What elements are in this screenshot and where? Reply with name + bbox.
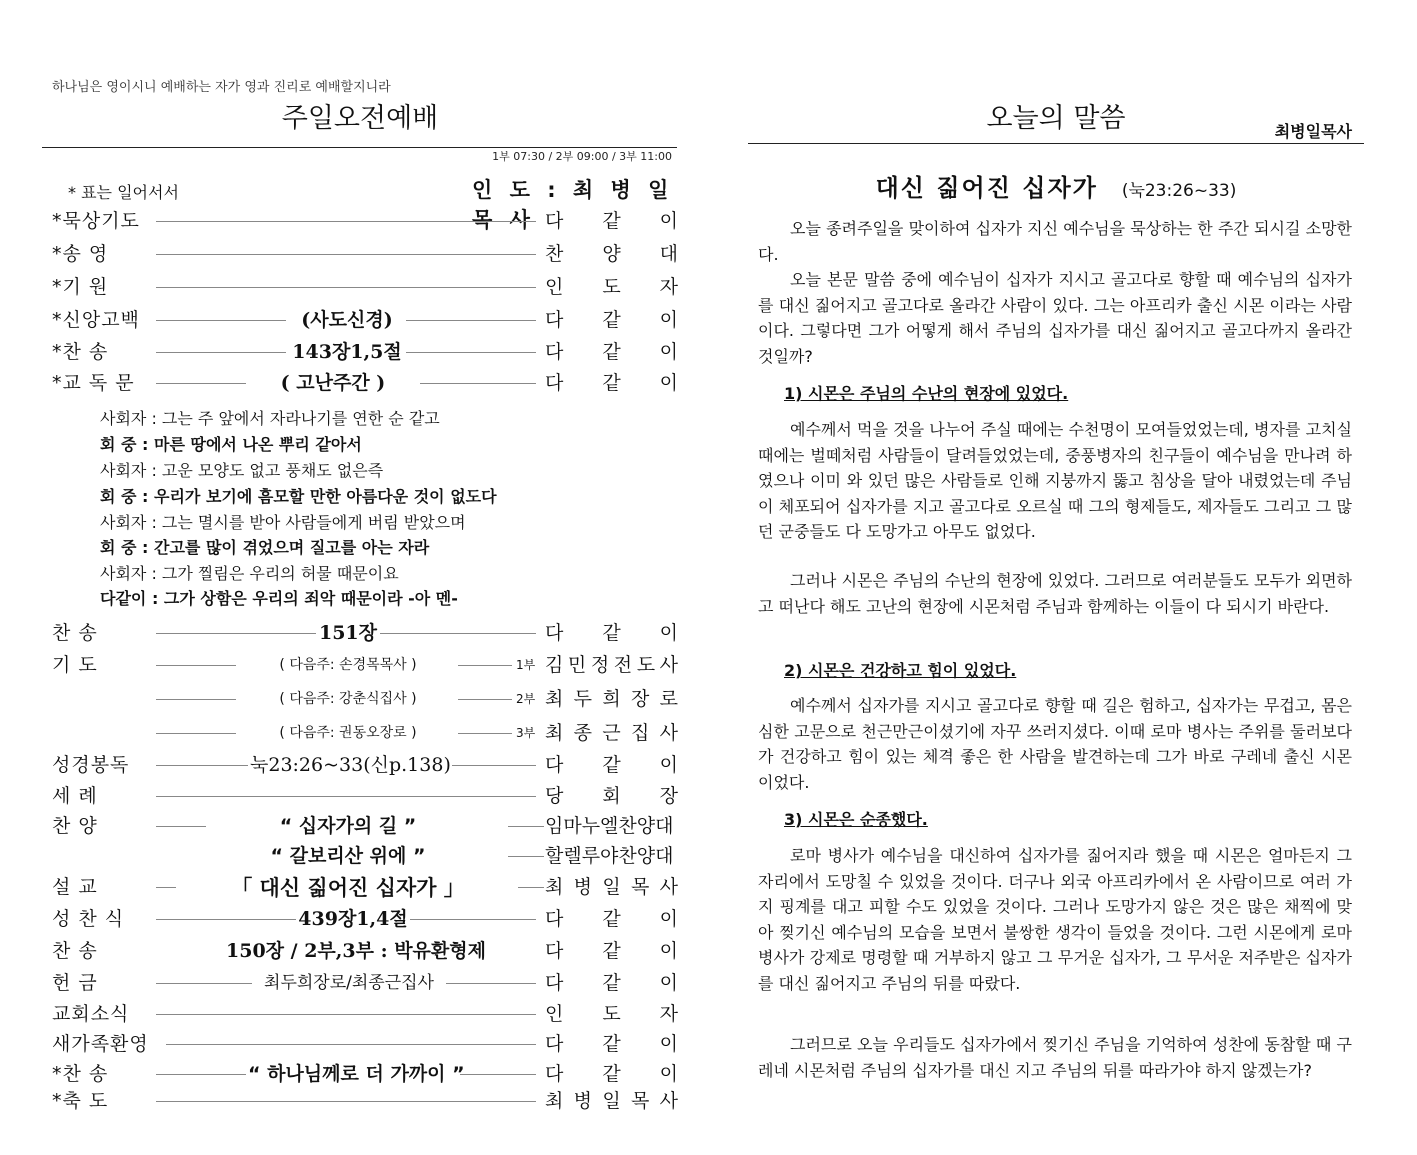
- order-row-anthem: [48, 841, 678, 871]
- sermon-title: 「 대신 짊어진 십자가 」: [231, 876, 465, 900]
- order-row-hymn: [48, 936, 678, 966]
- sermon-title: 대신 짊어진 십자가: [875, 174, 1098, 202]
- leader-line: [518, 887, 544, 888]
- responsive-line: 회 중 : 우리가 보기에 흠모할 만한 아름다운 것이 없도다: [100, 487, 497, 506]
- order-right: 임마누엘찬양대: [545, 815, 674, 837]
- order-right: 다 같 이: [545, 309, 678, 331]
- leader-line: [458, 733, 512, 734]
- service-number: 3부: [516, 726, 536, 740]
- order-label: 기 도: [52, 654, 98, 676]
- leader-line: [156, 383, 246, 384]
- responsive-line: 사회자 : 고운 모양도 없고 풍채도 없은즉: [100, 461, 384, 480]
- order-middle: “ 십자가의 길 ”: [279, 815, 417, 837]
- order-middle: “ 갈보리산 위에 ”: [270, 845, 426, 867]
- paragraph: 오늘 종려주일을 맞이하여 십자가 지신 예수님을 묵상하는 한 주간 되시길 소망한다.: [758, 219, 1352, 264]
- order-row-offering: [48, 968, 678, 998]
- leader-line: [156, 1074, 246, 1075]
- next-week-note: ( 다음주: 강춘식집사 ): [279, 691, 417, 707]
- paragraph: 예수께서 십자가를 지시고 골고다로 향할 때 길은 험하고, 십자가는 무겁고, 몸은 심한 고문으로 천근만근이셨기에 자꾸 쓰러지셨다. 이때 로마 병사는 주위를 둘러보다가 건강하고 힘이 있는 체격 좋은 한 사람을 발견하는데 그가 바로 구레네 출신 시몬 이었다.: [758, 696, 1352, 792]
- responsive-line: 회 중 : 마른 땅에서 나온 뿌리 같아서: [100, 435, 362, 454]
- order-row-benediction: [48, 1086, 678, 1116]
- section-heading-text: 3) 시몬은 순종했다.: [784, 810, 928, 829]
- order-label: 헌 금: [52, 972, 98, 994]
- order-row-welcome: [48, 1029, 678, 1059]
- next-week-note: ( 다음주: 손경목목사 ): [279, 657, 417, 673]
- page-title: 오늘의 말씀: [986, 103, 1126, 134]
- order-middle: 151장: [318, 622, 377, 644]
- responsive-line: 사회자 : 그는 멸시를 받아 사람들에게 버림 받았으며: [100, 513, 466, 532]
- order-label: *기 원: [52, 276, 109, 298]
- order-middle: 439장1,4절: [298, 908, 408, 930]
- leader-line: [156, 254, 536, 255]
- order-right: 다 같 이: [545, 372, 678, 394]
- order-row-prayer: [48, 684, 678, 714]
- order-row-hymn: [48, 618, 678, 648]
- leader-line: [156, 1101, 536, 1102]
- leader-line: [156, 1014, 536, 1015]
- leader-line: [420, 383, 536, 384]
- order-row-anthem: [48, 811, 678, 841]
- order-right: 다 같 이: [545, 940, 678, 962]
- title-divider: [748, 143, 1364, 144]
- leader-line: [156, 699, 236, 700]
- order-right: 다 같 이: [545, 1033, 678, 1055]
- leader-line: [452, 765, 536, 766]
- order-label: 설 교: [52, 876, 98, 898]
- leader-line: [508, 826, 544, 827]
- sermon-heading: [748, 168, 1364, 203]
- order-row: [48, 206, 678, 236]
- order-middle: 눅23:26~33(신p.138): [250, 754, 451, 776]
- order-right: 다 같 이: [545, 754, 678, 776]
- leader-line: [156, 765, 248, 766]
- leader-line: [380, 633, 536, 634]
- service-number: 1부: [516, 658, 536, 672]
- leader-line: [156, 733, 236, 734]
- order-row-reading: [48, 750, 678, 780]
- order-label: 찬 송: [52, 622, 98, 644]
- leader-line: [460, 1074, 536, 1075]
- order-right: 최 종 근 집 사: [545, 722, 678, 744]
- order-label: 새가족환영: [52, 1033, 149, 1055]
- order-label: 교회소식: [52, 1003, 130, 1025]
- leader-line: [156, 665, 236, 666]
- order-right: 인 도 자: [545, 1003, 678, 1025]
- order-row-baptism: [48, 781, 678, 811]
- responsive-line: 사회자 : 그가 찔림은 우리의 허물 때문이요: [100, 564, 399, 583]
- header-verse: 하나님은 영이시니 예배하는 자가 영과 진리로 예배할지니라: [52, 80, 391, 95]
- order-label: *송 영: [52, 243, 109, 265]
- order-row-hymn: [48, 1059, 678, 1089]
- order-middle: (사도신경): [301, 309, 393, 331]
- paragraph: 로마 병사가 예수님을 대신하여 십자가를 짊어지라 했을 때 시몬은 얼마든지 그 자리에서 도망칠 수 있었을 것이다. 더구나 외국 아프리카에서 온 사람이므로 여러 가지 핑계를 대고 피할 수도 있었을 것이다. 그러나 도망가지 않은 것은 많은 채찍에 맞아 찢기신 예수님의 모습을 보면서 불쌍한 생각이 들었을 것이다. 그런 시몬에게 로마 병사가 강제로 명령할 때 거부하지 않고 그 무거운 십자가, 그 무서운 저주받은 십자가를 대신 짊어지고 주님의 뒤를 따랐다.: [758, 846, 1352, 993]
- order-row-communion: [48, 904, 678, 934]
- order-row: [48, 272, 678, 302]
- order-middle: 143장1,5절: [292, 341, 402, 363]
- order-right: 다 같 이: [545, 210, 678, 232]
- order-label: 세 례: [52, 785, 98, 807]
- order-middle: “ 하나님께로 더 가까이 ”: [248, 1063, 465, 1085]
- section-heading-text: 2) 시몬은 건강하고 힘이 있었다.: [784, 661, 1017, 680]
- order-row-sermon: [48, 872, 678, 902]
- order-right: 다 같 이: [545, 622, 678, 644]
- order-right: 최 병 일 목 사: [545, 1090, 678, 1112]
- paragraph: 그러므로 오늘 우리들도 십자가에서 찢기신 주님을 기억하여 성찬에 동참할 때 구레네 시몬처럼 주님의 십자가를 대신 지고 주님의 뒤를 따라가야 하지 않겠는가?: [758, 1035, 1352, 1080]
- leader-line: [156, 287, 536, 288]
- paragraph: 그러나 시몬은 주님의 수난의 현장에 있었다. 그러므로 여러분들도 모두가 외면하고 떠난다 해도 고난의 현장에 시몬처럼 주님과 함께하는 이들이 다 되시기 바란다.: [758, 571, 1352, 616]
- pastor-name: 최병일목사: [1274, 122, 1352, 141]
- order-right: 다 같 이: [545, 341, 678, 363]
- leader-line: [156, 320, 286, 321]
- responsive-line: 다같이 : 그가 상함은 우리의 죄악 때문이라 -아 멘-: [100, 589, 458, 608]
- leader-line: [508, 856, 544, 857]
- order-right: 최 병 일 목 사: [545, 876, 678, 898]
- section-heading-text: 1) 시몬은 주님의 수난의 현장에 있었다.: [784, 384, 1069, 403]
- order-label: 성 찬 식: [52, 908, 125, 930]
- leader-line: [458, 699, 512, 700]
- sermon-reference: (눅23:26~33): [1121, 181, 1237, 201]
- order-label: *신앙고백: [52, 309, 140, 331]
- leader-line: [406, 320, 536, 321]
- section-heading: [784, 381, 1068, 404]
- order-right: 할렐루야찬양대: [545, 845, 674, 867]
- order-right: 다 같 이: [545, 1063, 678, 1085]
- order-right: 다 같 이: [545, 908, 678, 930]
- responsive-line: 사회자 : 그는 주 앞에서 자라나기를 연한 순 같고: [100, 409, 440, 428]
- order-label: 성경봉독: [52, 754, 130, 776]
- order-middle: 최두희장로/최종근집사: [264, 973, 434, 993]
- stand-note: * 표는 일어서서: [68, 183, 179, 202]
- leader-line: [156, 221, 536, 222]
- leader-line: [156, 796, 536, 797]
- order-row: [48, 337, 678, 367]
- leader: 인 도 : 최 병 일 목 사: [472, 178, 674, 232]
- order-row-prayer: [48, 718, 678, 748]
- order-label: *찬 송: [52, 1063, 109, 1085]
- section-heading: [784, 807, 928, 830]
- paragraph: 예수께서 먹을 것을 나누어 주실 때에는 수천명이 모여들었었는데, 병자를 고치실 때에는 벌떼처럼 사람들이 달려들었었는데, 중풍병자의 친구들이 예수님을 만나려 하였으나 이미 와 있던 많은 사람들로 인해 지붕까지 뚫고 침상을 달아 내렸었는데 주님이 체포되어 십자가를 지고 골고다로 오르실 때 그의 형제들도, 제자들도 그리고 그 많던 군중들도 다 도망가고 아무도 없었다.: [758, 420, 1352, 541]
- leader-line: [410, 919, 536, 920]
- next-week-note: ( 다음주: 권동오장로 ): [279, 725, 417, 741]
- order-right: 인 도 자: [545, 276, 678, 298]
- leader-line: [156, 352, 286, 353]
- leader-line: [406, 352, 536, 353]
- order-row: [48, 305, 678, 335]
- section-heading: [784, 658, 1016, 681]
- service-number: 2부: [516, 692, 536, 706]
- order-right: 당 회 장: [545, 785, 678, 807]
- leader-line: [156, 887, 176, 888]
- order-label: *묵상기도: [52, 210, 140, 232]
- order-right: 다 같 이: [545, 972, 678, 994]
- order-row-news: [48, 999, 678, 1029]
- order-label: *찬 송: [52, 341, 109, 363]
- order-middle: ( 고난주간 ): [280, 372, 386, 394]
- order-label: 찬 송: [52, 940, 98, 962]
- page-title: 주일오전예배: [281, 103, 439, 134]
- order-label: *교 독 문: [52, 372, 135, 394]
- order-middle: 150장 / 2부,3부 : 박유환형제: [226, 940, 486, 962]
- leader-line: [446, 983, 536, 984]
- order-right: 최 두 희 장 로: [545, 688, 678, 710]
- order-row-prayer: [48, 650, 678, 680]
- sermon-page: [748, 70, 1364, 1130]
- leader-line: [458, 665, 512, 666]
- leader-line: [156, 983, 252, 984]
- leader-line: [156, 633, 316, 634]
- leader-line: [156, 826, 206, 827]
- leader-line: [166, 1044, 536, 1045]
- order-label: *축 도: [52, 1090, 109, 1112]
- service-times: 1부 07:30 / 2부 09:00 / 3부 11:00: [492, 150, 672, 163]
- paragraph: 오늘 본문 말씀 중에 예수님이 십자가 지시고 골고다로 향할 때 예수님의 십자가를 대신 짊어지고 골고다로 올라간 사람이 있다. 그는 아프리카 출신 시몬 이라는 사람이다. 그렇다면 그가 어떻게 해서 주님의 십자가를 대신 짊어지고 골고다까지 올라간 것일까?: [758, 270, 1352, 366]
- order-right: 찬 양 대: [545, 243, 678, 265]
- order-row: [48, 239, 678, 269]
- worship-order-page: [40, 70, 680, 1130]
- order-right: 김 민 정 전 도 사: [545, 654, 678, 676]
- responsive-line: 회 중 : 간고를 많이 겪었으며 질고를 아는 자라: [100, 538, 430, 557]
- order-label: 찬 양: [52, 815, 98, 837]
- leader-line: [156, 919, 296, 920]
- order-row: [48, 368, 678, 398]
